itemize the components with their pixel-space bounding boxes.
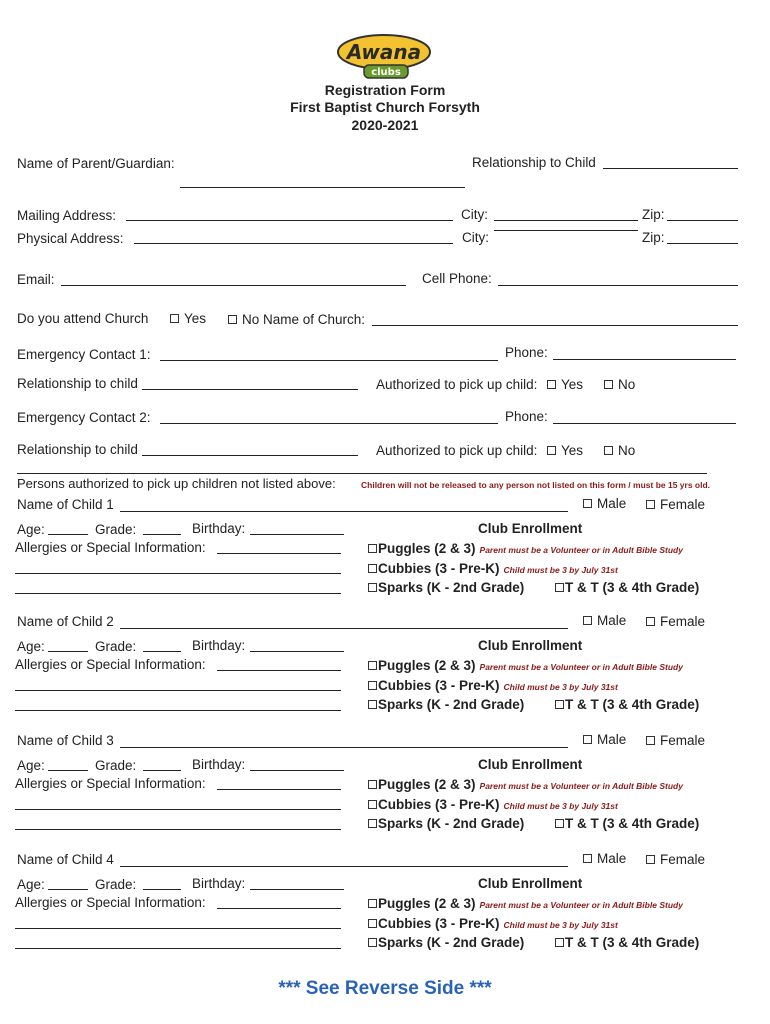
child-3-female-checkbox[interactable]: [646, 736, 655, 745]
church-name-field[interactable]: [372, 325, 738, 326]
child-4-cubbies-label: Cubbies (3 - Pre-K): [378, 916, 500, 931]
child-3-grade-label: Grade:: [95, 758, 137, 773]
child-2-sparks-option[interactable]: [368, 697, 524, 712]
emergency-2-yes-option[interactable]: [547, 443, 583, 458]
child-1-allergies-line-3[interactable]: [15, 593, 341, 594]
child-2-puggles-option[interactable]: [368, 658, 683, 673]
child-2-age-field[interactable]: [48, 651, 88, 652]
child-2-cubbies-checkbox[interactable]: [368, 681, 377, 690]
emergency-phone-2-label: Phone:: [505, 409, 548, 424]
child-3-tt-option[interactable]: [555, 816, 699, 831]
child-2-tt-label: T & T (3 & 4th Grade): [565, 697, 700, 712]
child-3-puggles-note: Parent must be a Volunteer or in Adult Bible Study: [479, 781, 683, 791]
child-2-allergies-label: Allergies or Special Information:: [15, 657, 206, 672]
physical-city-label: City:: [462, 230, 489, 245]
mailing-city-label: City:: [461, 207, 488, 222]
emergency-contact-2-label: Emergency Contact 2:: [17, 410, 151, 425]
child-4-allergies-line-3[interactable]: [15, 948, 341, 949]
child-3-male-checkbox[interactable]: [583, 735, 592, 744]
child-2-sparks-checkbox[interactable]: [368, 700, 377, 709]
child-3-tt-label: T & T (3 & 4th Grade): [565, 816, 700, 831]
child-4-puggles-label: Puggles (2 & 3): [378, 896, 476, 911]
mailing-city-field[interactable]: [494, 220, 638, 221]
child-2-female-option[interactable]: [646, 614, 705, 629]
child-4-female-label: Female: [660, 852, 706, 867]
child-4-club-enrollment-heading: Club Enrollment: [478, 876, 583, 891]
physical-address-field[interactable]: [134, 243, 453, 244]
child-3-female-label: Female: [660, 733, 706, 748]
emergency-2-no-checkbox[interactable]: [604, 446, 613, 455]
child-4-female-option[interactable]: [646, 852, 705, 867]
mailing-zip-field[interactable]: [667, 220, 738, 221]
attend-church-label: Do you attend Church: [17, 311, 149, 326]
program-year: 2020-2021: [351, 117, 419, 133]
emergency-2-yes-checkbox[interactable]: [547, 446, 556, 455]
child-1-puggles-label: Puggles (2 & 3): [378, 541, 476, 556]
child-1-allergies-field[interactable]: [217, 553, 341, 554]
child-3-allergies-field[interactable]: [217, 789, 341, 790]
emergency-2-relationship-label: Relationship to child: [17, 442, 138, 457]
child-3-age-field[interactable]: [48, 770, 88, 771]
child-2-puggles-label: Puggles (2 & 3): [378, 658, 476, 673]
child-4-name-field[interactable]: [120, 866, 568, 867]
child-3-sparks-checkbox[interactable]: [368, 819, 377, 828]
child-1-cubbies-option[interactable]: [368, 561, 618, 576]
child-3-puggles-checkbox[interactable]: [368, 780, 377, 789]
svg-text:clubs: clubs: [371, 67, 401, 78]
child-1-allergies-line-2[interactable]: [15, 573, 341, 574]
child-4-cubbies-note: Child must be 3 by July 31st: [503, 920, 618, 930]
child-3-cubbies-option[interactable]: [368, 797, 618, 812]
child-2-cubbies-option[interactable]: [368, 678, 618, 693]
child-2-name-label: Name of Child 2: [17, 614, 114, 629]
svg-text:Awana: Awana: [346, 40, 422, 64]
child-2-age-label: Age:: [17, 639, 45, 654]
emergency-1-relationship-field[interactable]: [142, 389, 358, 390]
child-2-female-checkbox[interactable]: [646, 617, 655, 626]
mailing-address-field[interactable]: [126, 220, 453, 221]
emergency-phone-2-field[interactable]: [553, 423, 736, 424]
child-4-sparks-option[interactable]: [368, 935, 524, 950]
church-name: First Baptist Church Forsyth: [290, 99, 480, 115]
child-1-sparks-checkbox[interactable]: [368, 583, 377, 592]
child-2-name-field[interactable]: [120, 628, 568, 629]
child-3-male-label: Male: [597, 732, 627, 747]
emergency-1-no-option[interactable]: [604, 377, 635, 392]
child-2-club-enrollment-heading: Club Enrollment: [478, 638, 583, 653]
child-3-cubbies-label: Cubbies (3 - Pre-K): [378, 797, 500, 812]
persons-authorized-label: Persons authorized to pick up children not listed above:: [17, 476, 336, 491]
child-4-male-checkbox[interactable]: [583, 854, 592, 863]
child-1-sparks-option[interactable]: [368, 580, 524, 595]
child-1-name-label: Name of Child 1: [17, 497, 114, 512]
child-4-age-field[interactable]: [48, 889, 88, 890]
child-4-allergies-label: Allergies or Special Information:: [15, 895, 206, 910]
child-4-grade-label: Grade:: [95, 877, 137, 892]
emergency-1-no-label: No: [618, 377, 636, 392]
child-2-male-option[interactable]: [583, 613, 626, 628]
child-1-allergies-label: Allergies or Special Information:: [15, 540, 206, 555]
attend-no-checkbox[interactable]: [228, 315, 237, 324]
child-2-allergies-line-3[interactable]: [15, 710, 341, 711]
physical-city-field[interactable]: [494, 230, 638, 231]
child-2-cubbies-label: Cubbies (3 - Pre-K): [378, 678, 500, 693]
child-1-male-checkbox[interactable]: [583, 499, 592, 508]
child-3-puggles-label: Puggles (2 & 3): [378, 777, 476, 792]
child-2-allergies-field[interactable]: [217, 670, 341, 671]
emergency-2-yes-label: Yes: [561, 443, 584, 458]
child-4-tt-checkbox[interactable]: [555, 938, 564, 947]
awana-logo: [334, 32, 434, 80]
child-1-female-option[interactable]: [646, 497, 705, 512]
child-2-tt-checkbox[interactable]: [555, 700, 564, 709]
emergency-contact-1-field[interactable]: [160, 360, 498, 361]
child-3-cubbies-checkbox[interactable]: [368, 800, 377, 809]
child-1-tt-label: T & T (3 & 4th Grade): [565, 580, 700, 595]
child-4-female-checkbox[interactable]: [646, 855, 655, 864]
parent-name-label: Name of Parent/Guardian:: [17, 156, 175, 171]
child-1-tt-option[interactable]: [555, 580, 699, 595]
child-2-puggles-checkbox[interactable]: [368, 661, 377, 670]
attend-yes-label: Yes: [184, 311, 207, 326]
child-4-male-option[interactable]: [583, 851, 626, 866]
child-1-age-label: Age:: [17, 522, 45, 537]
child-2-grade-label: Grade:: [95, 639, 137, 654]
physical-zip-field[interactable]: [667, 243, 738, 244]
parent-name-field[interactable]: [180, 187, 465, 188]
form-title: Registration Form: [324, 82, 446, 98]
persons-authorized-field[interactable]: [17, 473, 707, 474]
mailing-address-label: Mailing Address:: [17, 208, 117, 223]
child-3-puggles-option[interactable]: [368, 777, 683, 792]
child-2-male-checkbox[interactable]: [583, 616, 592, 625]
mailing-zip-label: Zip:: [642, 207, 665, 222]
emergency-1-no-checkbox[interactable]: [604, 380, 613, 389]
cell-phone-field[interactable]: [498, 285, 738, 286]
child-4-allergies-line-2[interactable]: [15, 928, 341, 929]
child-4-sparks-checkbox[interactable]: [368, 938, 377, 947]
emergency-phone-1-field[interactable]: [553, 359, 736, 360]
child-2-birthday-label: Birthday:: [192, 638, 246, 653]
child-3-cubbies-note: Child must be 3 by July 31st: [503, 801, 618, 811]
physical-zip-label: Zip:: [642, 230, 665, 245]
child-1-birthday-label: Birthday:: [192, 521, 246, 536]
child-1-puggles-note: Parent must be a Volunteer or in Adult Bible Study: [479, 545, 683, 555]
emergency-1-yes-option[interactable]: [547, 377, 583, 392]
child-2-female-label: Female: [660, 614, 706, 629]
release-policy-note: Children will not be released to any person not listed on this form / must be 15 yrs old.: [361, 480, 711, 490]
child-3-allergies-line-3[interactable]: [15, 829, 341, 830]
child-1-female-label: Female: [660, 497, 706, 512]
child-4-age-label: Age:: [17, 877, 45, 892]
child-3-sparks-option[interactable]: [368, 816, 524, 831]
child-3-birthday-label: Birthday:: [192, 757, 246, 772]
child-3-age-label: Age:: [17, 758, 45, 773]
emergency-1-authorized-label: Authorized to pick up child:: [376, 377, 538, 392]
child-4-allergies-field[interactable]: [217, 908, 341, 909]
child-2-birthday-field[interactable]: [250, 651, 344, 652]
child-1-club-enrollment-heading: Club Enrollment: [478, 521, 583, 536]
relationship-to-child-field[interactable]: [603, 168, 738, 169]
emergency-1-yes-checkbox[interactable]: [547, 380, 556, 389]
emergency-2-relationship-field[interactable]: [142, 455, 358, 456]
child-4-tt-option[interactable]: [555, 935, 699, 950]
child-4-grade-field[interactable]: [143, 889, 181, 890]
emergency-contact-2-field[interactable]: [160, 423, 498, 424]
child-1-grade-label: Grade:: [95, 522, 137, 537]
attend-no-option[interactable]: [228, 312, 365, 327]
child-2-allergies-line-2[interactable]: [15, 690, 341, 691]
relationship-to-child-label: Relationship to Child: [472, 155, 596, 170]
emergency-1-yes-label: Yes: [561, 377, 584, 392]
child-2-cubbies-note: Child must be 3 by July 31st: [503, 682, 618, 692]
child-3-sparks-label: Sparks (K - 2nd Grade): [378, 816, 525, 831]
child-4-puggles-note: Parent must be a Volunteer or in Adult Bible Study: [479, 900, 683, 910]
child-4-sparks-label: Sparks (K - 2nd Grade): [378, 935, 525, 950]
child-1-puggles-option[interactable]: [368, 541, 683, 556]
child-2-sparks-label: Sparks (K - 2nd Grade): [378, 697, 525, 712]
child-1-tt-checkbox[interactable]: [555, 583, 564, 592]
child-1-name-field[interactable]: [120, 511, 568, 512]
attend-yes-checkbox[interactable]: [170, 314, 179, 323]
email-field[interactable]: [61, 285, 406, 286]
attend-yes-option[interactable]: [170, 311, 206, 326]
child-1-sparks-label: Sparks (K - 2nd Grade): [378, 580, 525, 595]
child-1-female-checkbox[interactable]: [646, 500, 655, 509]
child-3-birthday-field[interactable]: [250, 770, 344, 771]
emergency-2-no-label: No: [618, 443, 636, 458]
cell-phone-label: Cell Phone:: [422, 271, 492, 286]
child-1-grade-field[interactable]: [143, 534, 181, 535]
child-3-club-enrollment-heading: Club Enrollment: [478, 757, 583, 772]
child-4-birthday-field[interactable]: [250, 889, 344, 890]
emergency-2-no-option[interactable]: [604, 443, 635, 458]
child-1-male-option[interactable]: [583, 496, 626, 511]
child-1-cubbies-note: Child must be 3 by July 31st: [503, 565, 618, 575]
child-3-name-label: Name of Child 3: [17, 733, 114, 748]
child-3-male-option[interactable]: [583, 732, 626, 747]
child-2-puggles-note: Parent must be a Volunteer or in Adult Bible Study: [479, 662, 683, 672]
child-3-allergies-label: Allergies or Special Information:: [15, 776, 206, 791]
child-4-birthday-label: Birthday:: [192, 876, 246, 891]
child-4-tt-label: T & T (3 & 4th Grade): [565, 935, 700, 950]
child-1-cubbies-checkbox[interactable]: [368, 564, 377, 573]
child-1-male-label: Male: [597, 496, 627, 511]
child-2-grade-field[interactable]: [143, 651, 181, 652]
email-label: Email:: [17, 272, 55, 287]
child-3-tt-checkbox[interactable]: [555, 819, 564, 828]
child-1-cubbies-label: Cubbies (3 - Pre-K): [378, 561, 500, 576]
emergency-contact-1-label: Emergency Contact 1:: [17, 347, 151, 362]
child-3-name-field[interactable]: [120, 747, 568, 748]
child-4-name-label: Name of Child 4: [17, 852, 114, 867]
physical-address-label: Physical Address:: [17, 231, 124, 246]
emergency-1-relationship-label: Relationship to child: [17, 376, 138, 391]
child-1-birthday-field[interactable]: [250, 534, 344, 535]
child-3-grade-field[interactable]: [143, 770, 181, 771]
child-4-cubbies-checkbox[interactable]: [368, 919, 377, 928]
child-4-male-label: Male: [597, 851, 627, 866]
child-2-tt-option[interactable]: [555, 697, 699, 712]
child-4-cubbies-option[interactable]: [368, 916, 618, 931]
child-4-puggles-option[interactable]: [368, 896, 683, 911]
emergency-phone-1-label: Phone:: [505, 345, 548, 360]
see-reverse-side: *** See Reverse Side ***: [278, 978, 492, 999]
emergency-2-authorized-label: Authorized to pick up child:: [376, 443, 538, 458]
child-2-male-label: Male: [597, 613, 627, 628]
child-3-female-option[interactable]: [646, 733, 705, 748]
child-1-age-field[interactable]: [48, 534, 88, 535]
church-name-label: No Name of Church:: [242, 312, 366, 327]
child-4-puggles-checkbox[interactable]: [368, 899, 377, 908]
child-1-puggles-checkbox[interactable]: [368, 544, 377, 553]
child-3-allergies-line-2[interactable]: [15, 809, 341, 810]
